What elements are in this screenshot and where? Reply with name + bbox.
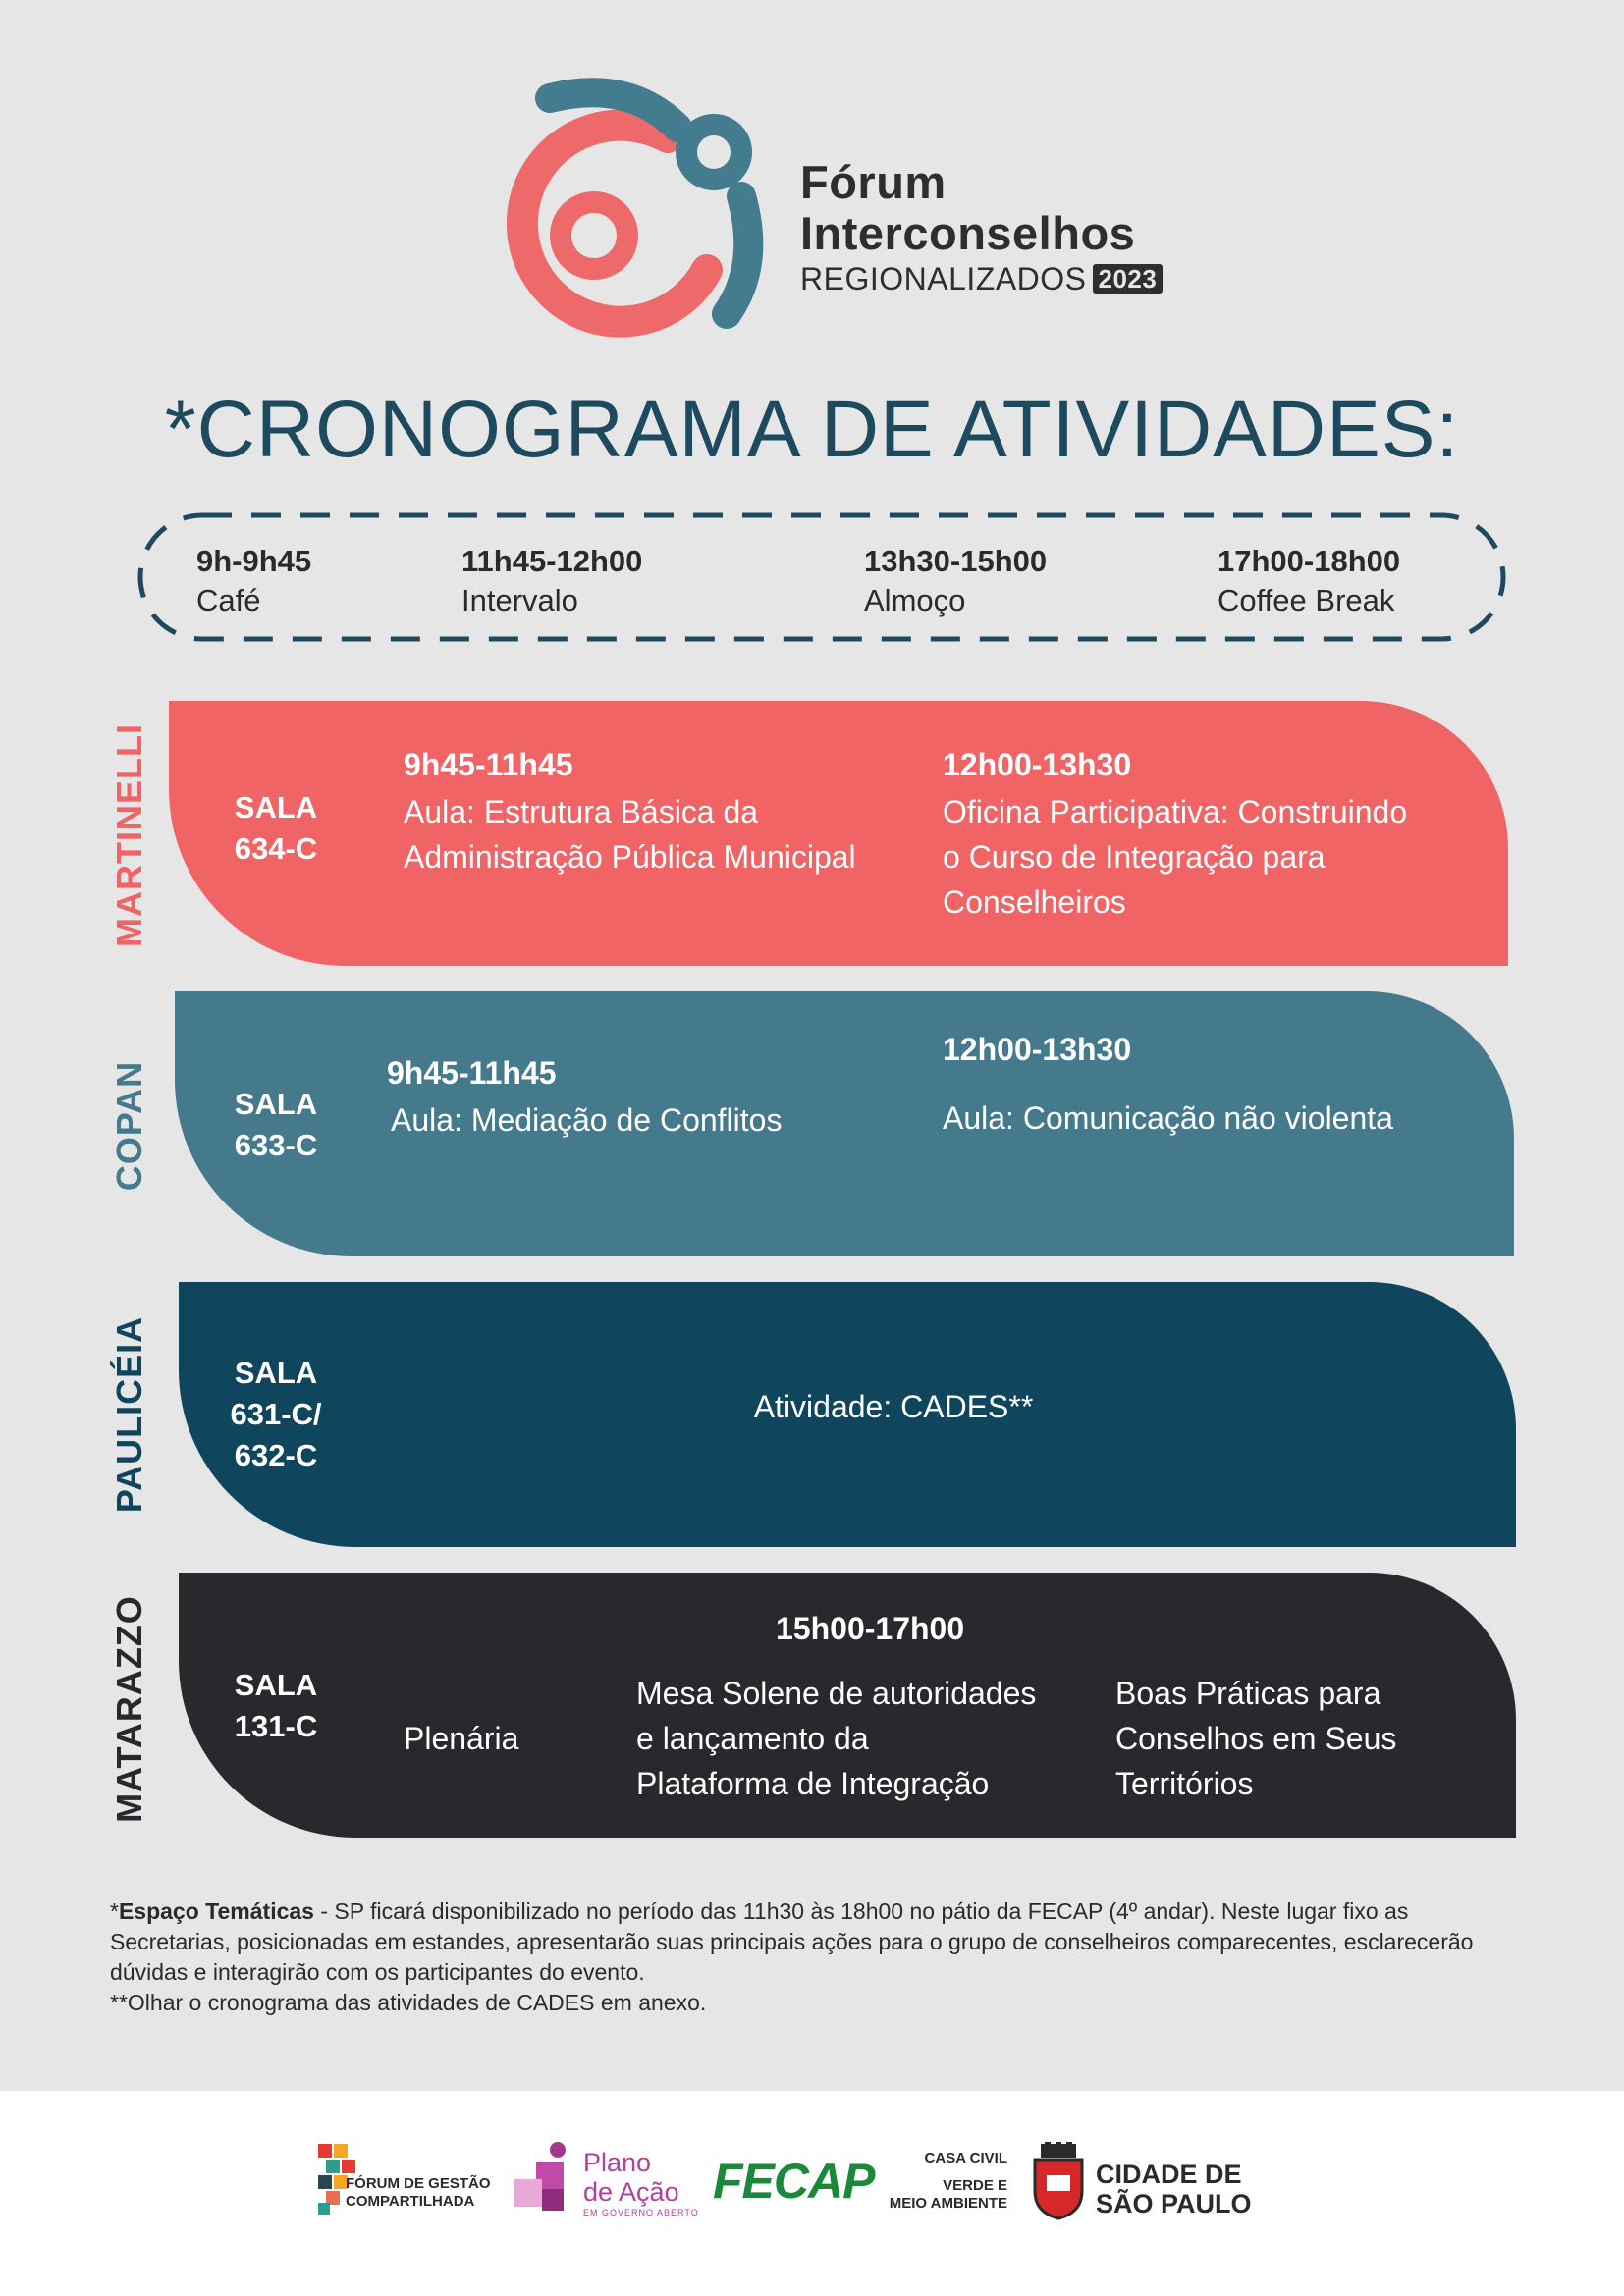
footer-line: Plano	[583, 2148, 652, 2177]
footnote-1	[110, 1896, 1524, 1988]
cidade-sp-text	[1096, 2160, 1252, 2218]
casa-civil-text	[884, 2150, 1007, 2213]
session-line: Aula: Comunicação não violenta	[943, 1100, 1393, 1136]
sala-line: SALA	[234, 790, 318, 825]
footer-line: CASA CIVIL	[924, 2150, 1007, 2166]
session-time: 12h00-13h30	[943, 747, 1132, 782]
breaks-bar	[137, 512, 1506, 642]
session-line: e lançamento da	[636, 1721, 869, 1756]
fecap-logo: FECAP	[713, 2154, 875, 2209]
sao-paulo-coat-of-arms-icon	[1027, 2142, 1090, 2220]
session-line: Administração Pública Municipal	[404, 839, 856, 875]
session-line: Conselhos em Seus	[1115, 1721, 1397, 1756]
break-time: 13h30-15h00	[864, 544, 1048, 578]
room-sala	[218, 1665, 334, 1747]
session-line: Plataforma de Integração	[636, 1766, 990, 1801]
session-line: Aula: Estrutura Básica da	[404, 794, 759, 829]
session-desc	[404, 1716, 518, 1761]
logo-subtitle: REGIONALIZADOS	[800, 261, 1087, 296]
session-line: o Curso de Integração para	[943, 839, 1326, 875]
footnote-text: - SP ficará disponibilizado no período das 11h30 às 18h00 no pátio da FECAP (4º andar). Neste lugar fixo as Secretarias, posicionadas em estandes, apresentarão suas principais ações para o grupo de conselheiros comparecentes, esclarecerão dúvidas e interagirão com os participantes do evento.	[110, 1898, 1474, 1985]
break-item	[461, 542, 642, 620]
session-line: Plenária	[404, 1721, 519, 1756]
room-label-matarazzo: MATARAZZO	[109, 1595, 149, 1823]
session-line: Boas Práticas para	[1115, 1676, 1381, 1711]
footer-line: FÓRUM DE GESTÃO	[346, 2175, 491, 2192]
sala-line: 131-C	[234, 1709, 318, 1743]
session-desc	[391, 1097, 782, 1143]
footnote-bold: Espaço Temáticas	[118, 1898, 314, 1924]
logo-line-3	[800, 259, 1163, 298]
plano-acao-icon	[509, 2140, 577, 2218]
logo-year-badge: 2023	[1093, 264, 1164, 294]
session-desc	[943, 789, 1407, 925]
sala-line: SALA	[234, 1356, 318, 1390]
footer-line: MEIO AMBIENTE	[889, 2195, 1007, 2212]
footer-line: SÃO PAULO	[1096, 2189, 1252, 2218]
break-item	[196, 542, 311, 620]
break-label: Café	[196, 583, 261, 617]
break-time: 11h45-12h00	[461, 544, 643, 578]
footer-line: EM GOVERNO ABERTO	[583, 2208, 699, 2217]
break-label: Almoço	[864, 583, 966, 617]
sala-line: SALA	[234, 1668, 318, 1702]
sponsor-footer	[0, 2091, 1624, 2296]
footnotes	[110, 1896, 1524, 2018]
break-item	[1218, 542, 1400, 620]
footer-line: COMPARTILHADA	[346, 2193, 475, 2210]
footer-line: VERDE E	[943, 2177, 1007, 2194]
sala-line: 633-C	[234, 1128, 318, 1162]
logo-wordmark	[800, 157, 1163, 298]
footnote-star: *	[110, 1898, 119, 1924]
break-label: Intervalo	[461, 583, 578, 617]
room-sala	[218, 1084, 334, 1166]
break-label: Coffee Break	[1218, 583, 1395, 617]
break-time: 9h-9h45	[196, 544, 312, 578]
sala-line: SALA	[234, 1087, 318, 1121]
page-title: *CRONOGRAMA DE ATIVIDADES:	[164, 385, 1460, 474]
forum-logo-mark	[481, 69, 776, 363]
room-label-copan: COPAN	[109, 1060, 149, 1192]
session-time: 9h45-11h45	[404, 747, 573, 782]
room-label-pauliceia: PAULICÉIA	[109, 1315, 149, 1514]
session-desc	[1115, 1671, 1396, 1806]
session-line: Mesa Solene de autoridades	[636, 1676, 1037, 1711]
sala-line: 632-C	[234, 1438, 318, 1472]
logo-line-2: Interconselhos	[800, 207, 1136, 259]
session-time: 12h00-13h30	[943, 1032, 1132, 1067]
footer-line: CIDADE DE	[1096, 2160, 1242, 2189]
logo-line-1: Fórum	[800, 156, 947, 208]
room-activity: Atividade: CADES**	[753, 1389, 1034, 1424]
session-desc	[636, 1671, 1036, 1806]
session-line: Conselheiros	[943, 884, 1126, 920]
footer-line: de Ação	[583, 2177, 679, 2207]
footnote-2: **Olhar o cronograma das atividades de CADES em anexo.	[110, 1990, 707, 2015]
room-sala	[218, 787, 334, 870]
session-line: Oficina Participativa: Construindo	[943, 794, 1408, 829]
session-line: Territórios	[1115, 1766, 1254, 1801]
plano-acao-text	[583, 2148, 699, 2218]
session-desc	[943, 1095, 1393, 1141]
break-time: 17h00-18h00	[1218, 544, 1401, 578]
sala-line: 634-C	[234, 831, 318, 866]
break-item	[864, 542, 1047, 620]
session-time: 9h45-11h45	[387, 1055, 557, 1091]
room-label-martinelli: MARTINELLI	[109, 723, 149, 947]
room-sala	[218, 1353, 334, 1476]
session-desc	[404, 789, 856, 880]
sala-line: 631-C/	[230, 1397, 322, 1431]
session-time: 15h00-17h00	[776, 1611, 965, 1646]
forum-gestao-text	[346, 2175, 491, 2211]
session-line: Aula: Mediação de Conflitos	[391, 1102, 783, 1138]
